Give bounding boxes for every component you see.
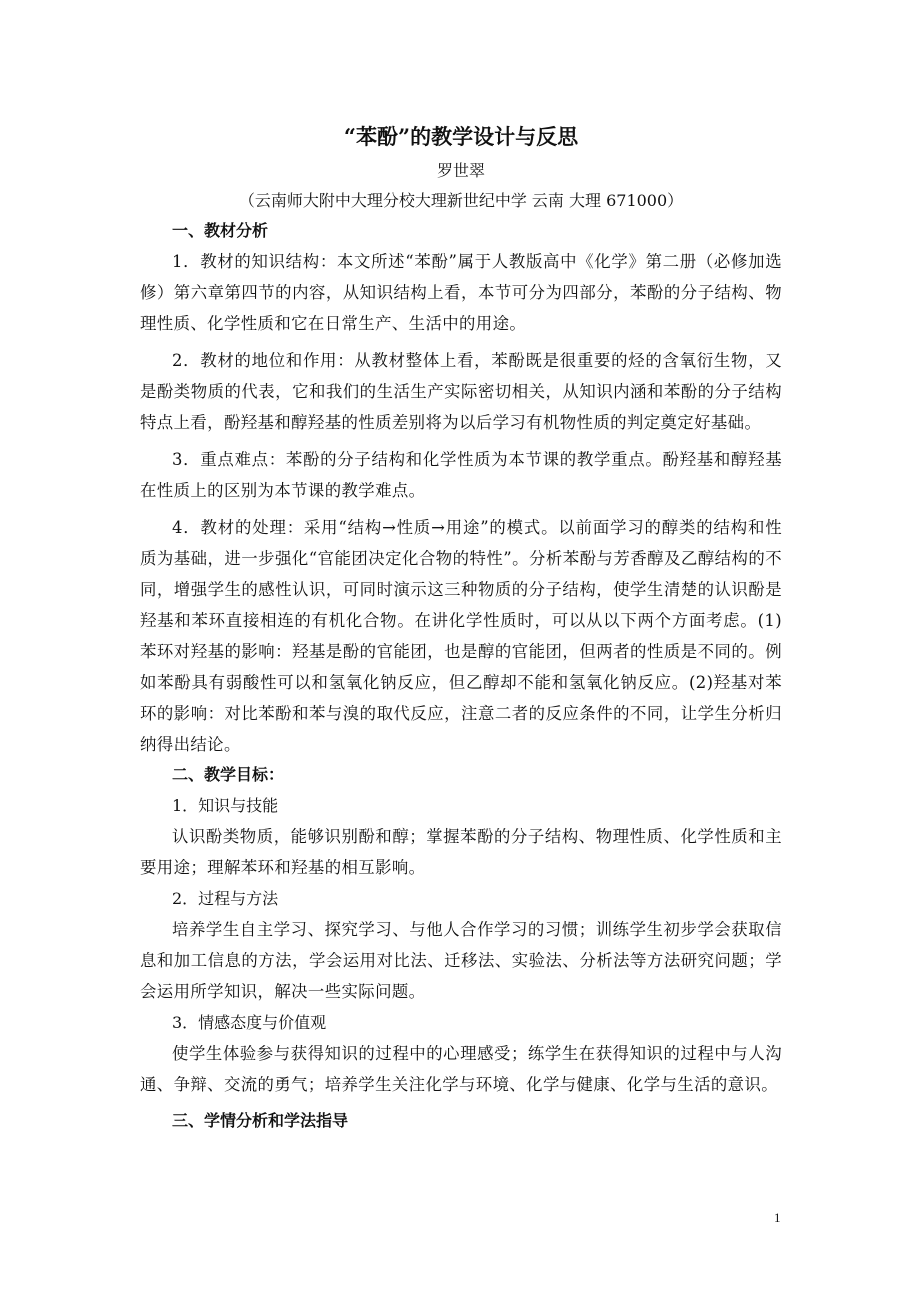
author-name: 罗世翠 <box>436 161 485 180</box>
page-number: 1 <box>774 1210 781 1225</box>
paragraph-attitude-goals: 使学生体验参与获得知识的过程中的心理感受；练学生在获得知识的过程中与人沟通、争辩、交流的勇气；培养学生关注化学与环境、化学与健康、化学与生活的意识。 <box>140 1044 782 1094</box>
subsection-label-knowledge: 1．知识与技能 <box>172 796 279 815</box>
paragraph-knowledge-structure: 1．教材的知识结构：本文所述“苯酚”属于人教版高中《化学》第二册（必修加选修）第六章第四节的内容，从知识结构上看，本节可分为四部分，苯酚的分子结构、物理性质、化学性质和它在日常生产、生活中的用途。 <box>140 252 782 333</box>
paragraph-process-goals: 培养学生自主学习、探究学习、与他人合作学习的习惯；训练学生初步学会获取信息和加工信息的方法，学会运用对比法、迁移法、实验法、分析法等方法研究问题；学会运用所学知识，解决一些实际问题。 <box>140 920 782 1001</box>
author-affiliation: （云南师大附中大理分校大理新世纪中学 云南 大理 671000） <box>238 191 684 210</box>
subsection-label-attitude: 3．情感态度与价值观 <box>172 1013 327 1032</box>
paragraph-key-points: 3．重点难点：苯酚的分子结构和化学性质为本节课的教学重点。酚羟基和醇羟基在性质上的区别为本节课的教学难点。 <box>140 450 782 500</box>
paragraph-treatment: 4．教材的处理：采用“结构→性质→用途”的模式。以前面学习的醇类的结构和性质为基础，进一步强化“官能团决定化合物的特性”。分析苯酚与芳香醇及乙醇结构的不同，增强学生的感性认识，可同时演示这三种物质的分子结构，使学生清楚的认识酚是羟基和苯环直接相连的有机化合物。在讲化学性质时，可以从以下两个方面考虑。(1)苯环对羟基的影响：羟基是酚的官能团，也是醇的官能团，但两者的性质是不同的。例如苯酚具有弱酸性可以和氢氧化钠反应，但乙醇却不能和氢氧化钠反应。(2)羟基对苯环的影响：对比苯酚和苯与溴的取代反应，注意二者的反应条件的不同，让学生分析归纳得出结论。 <box>140 518 782 754</box>
paragraph-knowledge-goals: 认识酚类物质，能够识别酚和醇；掌握苯酚的分子结构、物理性质、化学性质和主要用途；理解苯环和羟基的相互影响。 <box>140 827 782 877</box>
document-title: “苯酚”的教学设计与反思 <box>343 124 579 149</box>
section-heading-1: 一、教材分析 <box>172 221 269 240</box>
paragraph-role: 2．教材的地位和作用：从教材整体上看，苯酚既是很重要的烃的含氧衍生物，又是酚类物质的代表，它和我们的生活生产实际密切相关，从知识内涵和苯酚的分子结构特点上看，酚羟基和醇羟基的性质差别将为以后学习有机物性质的判定奠定好基础。 <box>140 351 782 432</box>
document-body <box>140 120 782 1136</box>
section-heading-2: 二、教学目标： <box>172 765 285 784</box>
section-heading-3: 三、学情分析和学法指导 <box>172 1111 349 1130</box>
subsection-label-process: 2．过程与方法 <box>172 889 279 908</box>
